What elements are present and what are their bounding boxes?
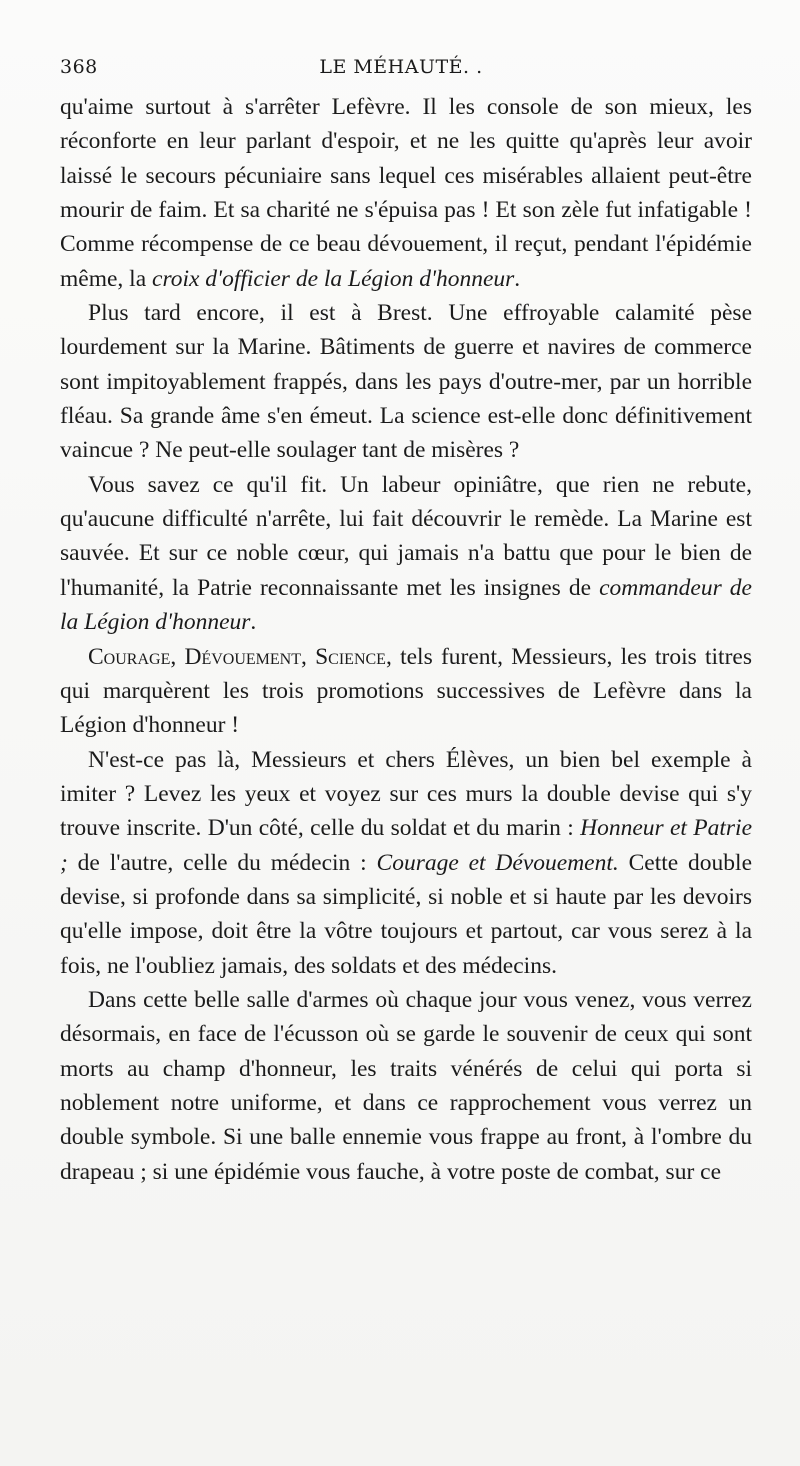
paragraph-3: Vous savez ce qu'il fit. Un labeur opiniâtre, que rien ne rebute, qu'aucune difficulté n'arrête, lui fait découvrir le remède. La Marine est sauvée. Et sur ce noble cœur, qui jamais n'a battu que pour le bien de l'humanité, la Patrie reconnaissante met les insignes de commandeur de la Légion d'honneur. [60,471,752,636]
small-caps-word: Dévouement [184,643,301,670]
italic-phrase: Honneur et Patrie ; [60,815,752,876]
italic-phrase: commandeur de la Légion d'honneur [60,574,752,636]
page-number: 368 [60,56,98,78]
paragraph-6: Dans cette belle salle d'armes où chaque jour vous venez, vous verrez désormais, en face de l'écusson où se garde le souvenir de ceux qui sont morts au champ d'honneur, les traits vénérés de celui qui porta si noblement notre uniforme, et dans ce rapprochement vous verrez un double symbole. Si une balle ennemie vous frappe au front, à l'ombre du drapeau ; si une épidémie vous fauche, à votre poste de combat, sur ce [60,986,752,1185]
paragraph-2: Plus tard encore, il est à Brest. Une effroyable calamité pèse lourdement sur la Marine. Bâtiments de guerre et navires de commerce sont impitoyablement frappés, dans les pays d'outre-mer, par un horrible fléau. Sa grande âme s'en émeut. La science est-elle donc définitivement vaincue ? Ne peut-elle soulager tant de misères ? [60,300,752,464]
small-caps-word: Courage [88,643,171,670]
italic-phrase: croix d'officier de la Légion d'honneur [152,265,515,292]
page-header [60,56,742,86]
small-caps-word: Science [315,643,386,670]
italic-phrase: Courage et Dévouement. [376,849,619,876]
paragraph-5: N'est-ce pas là, Messieurs et chers Élèves, un bien bel exemple à imiter ? Levez les yeux et voyez sur ces murs la double devise qui s'y trouve inscrite. D'un côté, celle du soldat et du marin : Honneur et Patrie ; de l'autre, celle du médecin : Courage et Dévouement. Cette double devise, si profonde dans sa simplicité, si noble et si haute par les devoirs qu'elle impose, doit être la vôtre toujours et partout, car vous serez à la fois, ne l'oubliez jamais, des soldats et des médecins. [60,746,753,979]
body-text [60,90,752,1189]
running-title: LE MÉHAUTÉ. . [319,56,483,78]
paragraph-4: Courage, Dévouement, Science, tels furent, Messieurs, les trois titres qui marquèrent les trois promotions successives de Lefèvre dans la Légion d'honneur ! [60,643,752,739]
paragraph-1: qu'aime surtout à s'arrêter Lefèvre. Il les console de son mieux, les réconforte en leur parlant d'espoir, et ne les quitte qu'après leur avoir laissé le secours pécuniaire sans lequel ces misérables allaient peut-être mourir de faim. Et sa charité ne s'épuisa pas ! Et son zèle fut infatigable ! Comme récompense de ce beau dévouement, il reçut, pendant l'épidémie même, la croix d'officier de la Légion d'honneur. [60,94,752,292]
